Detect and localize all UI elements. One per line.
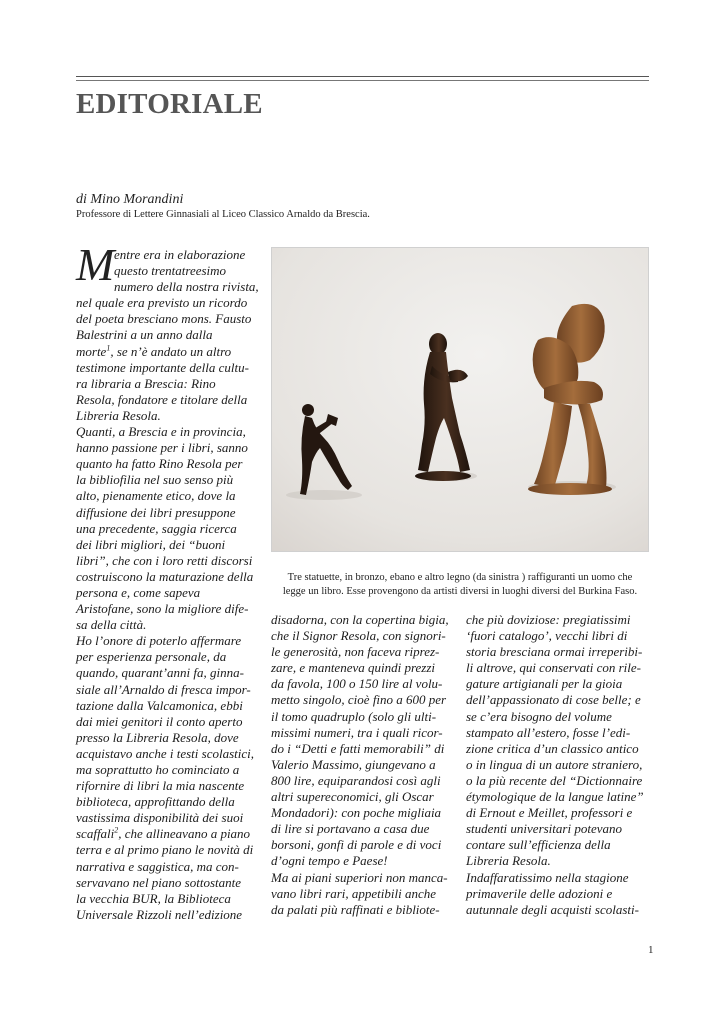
text-line	[76, 344, 260, 360]
text-line: Ma ai piani superiori non manca-	[271, 869, 448, 885]
text-line: o la più recente del “Dictionnaire	[466, 772, 643, 788]
text-line: da favola, 100 o 150 lire al volu-	[271, 676, 443, 692]
text-line: ra libraria a Brescia: Rino	[76, 375, 216, 391]
text-line: hanno passione per i libri, sanno	[76, 440, 248, 456]
text-line: libri”, che con i loro retti discorsi	[76, 552, 253, 568]
text-line: di lire si portavano a casa due	[271, 821, 430, 837]
statuettes-photo	[271, 247, 649, 552]
text-line: Mondadori): con poche migliaia	[271, 805, 442, 821]
text-line: alto, pienamente etico, dove la	[76, 488, 236, 504]
footnote-ref[interactable]: 2	[114, 826, 119, 836]
text-line: questo trentatreesimo	[114, 263, 227, 279]
text-line: autunnale degli acquisti scolasti-	[466, 901, 639, 917]
text-line: o in lingua di un autore straniero,	[466, 756, 643, 772]
text-line: do i “Detti e fatti memorabili” di	[271, 740, 445, 756]
text-line: la bibliofilia nel suo senso più	[76, 472, 234, 488]
text-line: costruiscono la maturazione della	[76, 568, 254, 584]
text-line: numero della nostra rivista,	[114, 279, 259, 295]
text-line: nel quale era previsto un ricordo	[76, 295, 248, 311]
text-line: entre era in elaborazione	[114, 247, 246, 262]
caption-line: Tre statuette, in bronzo, ebano e altro legno (da sinistra ) raffiguranti un uomo che	[287, 572, 633, 583]
figure-caption	[271, 571, 649, 599]
text-line: che il Signor Resola, con signori-	[271, 628, 446, 644]
text-line: acquistavo anche i testi scolastici,	[76, 745, 254, 761]
text-line: rifornire di libri la mia nascente	[76, 778, 245, 794]
text-line: siale all’Arnaldo di fresca impor-	[76, 681, 251, 697]
text-line	[76, 826, 260, 842]
text-line: zare, e manteneva quindi prezzi	[271, 660, 436, 676]
text-line: narrativa e saggistica, ma con-	[76, 858, 239, 874]
text-line: Quanti, a Brescia e in provincia,	[76, 424, 246, 440]
footnote-ref[interactable]: 1	[106, 343, 111, 353]
text-line: Indaffaratissimo nella stagione	[466, 869, 629, 885]
text-line: quanto ha fatto Rino Resola per	[76, 456, 243, 472]
text-line: il tomo quadruplo (solo gli ulti-	[271, 708, 437, 724]
text-line: borsoni, gonfi di parole e di voci	[271, 837, 442, 853]
text-line: vastissima disponibilità dei suoi	[76, 810, 244, 826]
author-name: di Mino Morandini	[76, 192, 184, 207]
text-column-2	[271, 612, 455, 918]
text-line: missimi numeri, tra i quali ricor-	[271, 724, 443, 740]
text-line: del poeta bresciano mons. Fausto	[76, 311, 252, 327]
text-line: dell’appassionato di cose belle; e	[466, 692, 641, 708]
text-line: Aristofane, sono la migliore dife-	[76, 601, 249, 617]
text-line: da palati più raffinati e bibliote-	[271, 901, 440, 917]
text-line: Ho l’onore di poterlo affermare	[76, 633, 242, 649]
text-line: Libreria Resola.	[466, 853, 551, 869]
text-line: diffusione dei libri presuppone	[76, 504, 236, 520]
text-line: terra e al primo piano le novità di	[76, 842, 254, 858]
text-line: Universale Rizzoli nell’edizione	[76, 906, 243, 922]
author-affiliation: Professore di Lettere Ginnasiali al Liceo Classico Arnaldo da Brescia.	[76, 209, 370, 220]
text-line: zione critica d’un classico antico	[466, 740, 639, 756]
text-line: biblioteca, approfittando della	[76, 794, 235, 810]
text-line: se c’era bisogno del volume	[466, 708, 612, 724]
text-line: metto singolo, cioè fino a 600 per	[271, 692, 447, 708]
text-column-1	[76, 239, 260, 923]
text-line: quando, quarant’anni fa, ginna-	[76, 665, 244, 681]
text-line: di Ernout e Meillet, professori e	[466, 805, 633, 821]
drop-cap: M	[76, 239, 115, 290]
text-line: Valerio Massimo, giungevano a	[271, 756, 436, 772]
text-line: per esperienza personale, da	[76, 649, 227, 665]
text-fragment: morte	[76, 343, 107, 359]
text-line: altri supereconomici, gli Oscar	[271, 789, 434, 805]
text-line: sa della città.	[76, 617, 147, 633]
text-line: vano libri rari, appetibili anche	[271, 885, 437, 901]
text-line: stampato all’estero, fosse l’edi-	[466, 724, 631, 740]
text-line: dei libri migliori, dei “buoni	[76, 536, 226, 552]
text-line: le generosità, non faceva riprez-	[271, 644, 440, 660]
text-line: tazione dalla Valcamonica, ebbi	[76, 697, 243, 713]
text-line: ma soprattutto ho cominciato a	[76, 762, 240, 777]
page-title: EDITORIALE	[76, 88, 263, 120]
text-line: storia bresciana ormai irreperibi-	[466, 644, 643, 660]
text-line: persona e, come sapeva	[76, 584, 201, 600]
text-line: Balestrini a un anno dalla	[76, 327, 213, 343]
header-rule	[76, 76, 649, 77]
text-fragment: , che allineavano a piano	[118, 826, 251, 842]
text-fragment: scaffali	[76, 826, 115, 842]
text-line: la vecchia BUR, la Biblioteca	[76, 890, 231, 906]
text-line: ‘fuori catalogo’, vecchi libri di	[466, 628, 628, 644]
text-line: contare sull’efficienza della	[466, 837, 611, 853]
text-line: gature artigianali per la gioia	[466, 676, 623, 692]
header-rule-thin	[76, 80, 649, 81]
text-line: dai miei genitori il conto aperto	[76, 713, 243, 729]
text-line: studenti universitari potevano	[466, 821, 622, 837]
text-line: primaverile delle adozioni e	[466, 885, 613, 901]
page-number: 1	[648, 944, 654, 956]
text-line: étymologique de la langue latine”	[466, 789, 644, 805]
text-line: li altrove, qui conservati con rile-	[466, 660, 641, 676]
text-line: servavano nel piano sottostante	[76, 874, 242, 890]
statuettes-illustration	[272, 248, 649, 552]
text-line: Resola, fondatore e titolare della	[76, 391, 248, 407]
text-line: che più doviziose: pregiatissimi	[466, 612, 631, 627]
text-line: d’ogni tempo e Paese!	[271, 853, 388, 869]
text-line: presso la Libreria Resola, dove	[76, 729, 239, 745]
text-line: testimone importante della cultu-	[76, 359, 249, 375]
text-line: disadorna, con la copertina bigia,	[271, 612, 449, 627]
text-line: 800 lire, equiparandosi così agli	[271, 772, 441, 788]
text-line: una precedente, saggia ricerca	[76, 520, 237, 536]
text-column-3	[466, 612, 650, 918]
text-line: Libreria Resola.	[76, 407, 161, 423]
caption-line: legge un libro. Esse provengono da artisti diversi in luoghi diversi del Burkina Faso.	[282, 586, 638, 597]
text-fragment: , se n’è andato un altro	[110, 343, 232, 359]
